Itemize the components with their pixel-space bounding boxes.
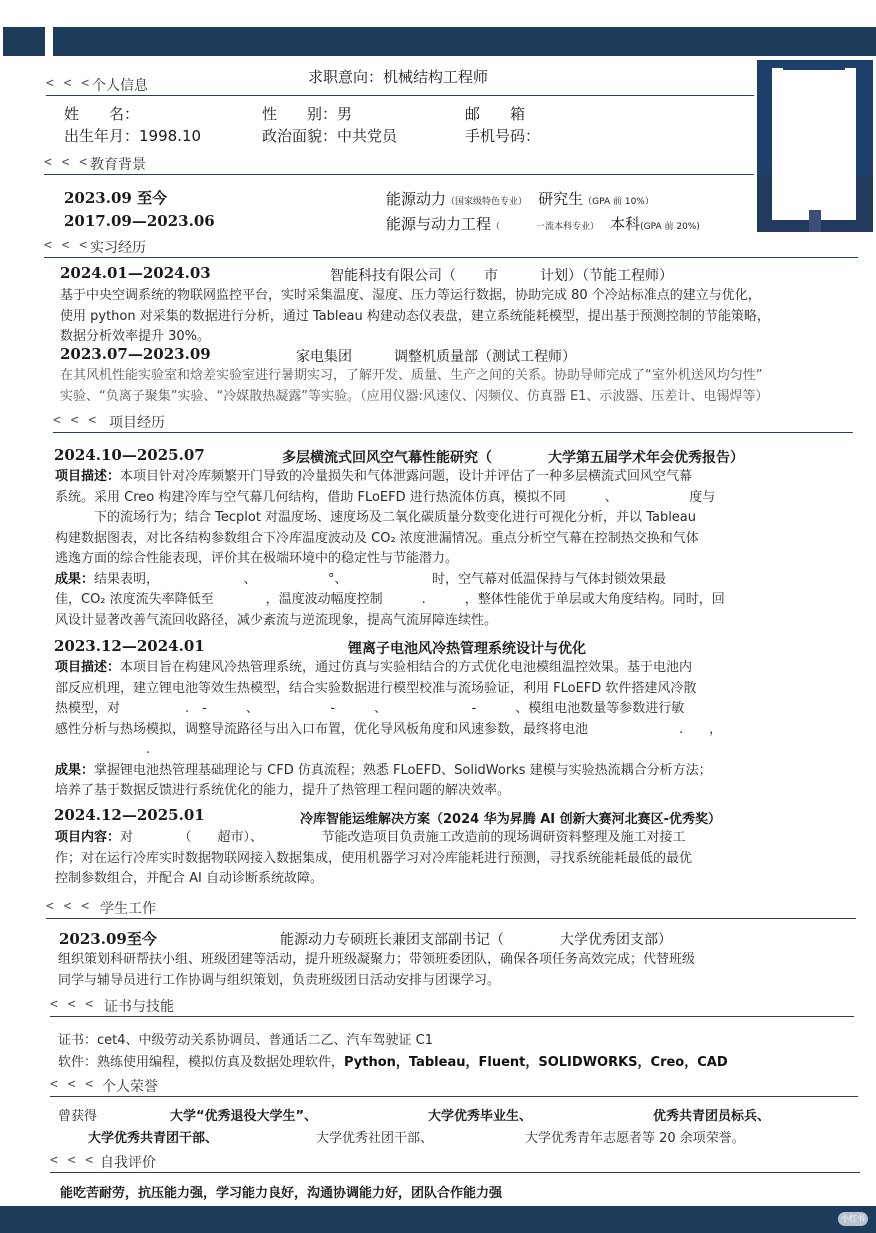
watermark-badge: 小红书 (838, 1212, 868, 1226)
text-line: 风设计显著改善气流回收路径，减少紊流与逆流现象，提高气流屏障连续性。 (55, 612, 498, 628)
section-certs (50, 995, 854, 1017)
edu-period: 2017.09—2023.06 (64, 212, 215, 230)
text-line: 对 （ 超市）、 节能改造项目负责施工改造前的现场调研资料整理及施工对接工 (120, 830, 686, 845)
section-student-work (46, 897, 856, 919)
desc-label: 项目内容： (55, 830, 121, 845)
cert-line: 证书：cet4、中级劳动关系协调员、普通话二乙、汽车驾驶证 C1 (58, 1033, 433, 1048)
edu-degree: 本科 (610, 215, 641, 233)
section-rule (50, 1016, 854, 1017)
header-bar-left (3, 27, 45, 56)
section-title: 实习经历 (90, 240, 146, 256)
section-title: 个人信息 (92, 78, 148, 94)
section-arrows: < < < (50, 1077, 95, 1092)
project-title: 冷库智能运维解决方案（2024 华为昇腾 AI 创新大赛河北赛区-优秀奖） (300, 812, 722, 827)
text-line: 掌握锂电池热管理基础理论与 CFD 仿真流程；熟悉 FLoEFD、SolidWorks 建模与实验热流耦合分析方法； (94, 762, 712, 778)
skills-list: Python，Tableau，Fluent，SOLIDWORKS，Creo，CAD (344, 1055, 728, 1070)
text-line: 逃逸方面的综合性能表现，评价其在极端环境中的稳定性与节能潜力。 (55, 551, 459, 566)
section-title: 学生工作 (100, 901, 156, 917)
text-line: 佳，CO₂ 浓度流失率降低至 ，温度波动幅度控制 . ，整体性能优于单层或大角度结构。同时，回 (55, 592, 725, 607)
student-work-period: 2023.09至今 (59, 930, 157, 948)
section-arrows: < < < (50, 997, 95, 1012)
section-title: 证书与技能 (104, 999, 174, 1015)
text-line: 感性分析与热场模拟，调整导流路径与出入口布置，优化导风板角度和风速参数，最终将电池 . ， (55, 721, 723, 737)
student-work-description (58, 950, 858, 991)
skills-line (58, 1051, 728, 1070)
text-line: 培养了基于数据反馈进行系统优化的能力，提升了热管理工程问题的解决效率。 (55, 783, 511, 798)
honor-item: 大学优秀共青团干部、 (88, 1131, 219, 1146)
self-eval-text: 能吃苦耐劳，抗压能力强，学习能力良好，沟通协调能力好，团队合作能力强 (60, 1186, 503, 1201)
text-line: 系统。采用 Creo 构建冷库与空气幕几何结构，借助 FLoEFD 进行热流体仿真，模拟不同 、 度与 (55, 489, 716, 505)
text-line: 结果表明， 、 °、 时，空气幕对低温保持与气体封锁效果最 (94, 571, 667, 587)
photo-redaction (772, 68, 856, 220)
honor-item: 大学“优秀退役大学生”、 (170, 1109, 318, 1124)
header-bar-right (53, 27, 876, 56)
result-label: 成果： (55, 571, 95, 587)
intern-org: 智能科技有限公司（ 市 计划）（节能工程师） (330, 268, 673, 284)
edu-period: 2023.09 至今 (64, 189, 168, 207)
section-arrows: < < < (50, 1153, 95, 1168)
skills-prefix: 软件：熟练使用编程，模拟仿真及数据处理软件， (58, 1055, 345, 1070)
section-internship (44, 236, 858, 258)
project-description (55, 467, 855, 631)
profile-photo (757, 60, 873, 232)
edu-major: 能源与动力工程 (386, 215, 492, 233)
intern-period: 2023.07—2023.09 (60, 345, 211, 363)
section-arrows: < < < (44, 238, 89, 253)
section-honors (50, 1075, 858, 1097)
section-title: 自我评价 (100, 1155, 156, 1171)
edu-tag: （国家级特色专业） (446, 197, 528, 207)
section-education (44, 153, 754, 175)
intern-org: 家电集团 调整机质量部（测试工程师） (296, 349, 576, 365)
edu-tag: （ 一流本科专业） (491, 222, 600, 232)
photo-tie (809, 210, 821, 232)
project-period: 2024.10—2025.07 (54, 446, 205, 464)
edu-gpa: (GPA 前 20%) (640, 222, 700, 232)
text-line: 下的流场行为；结合 Tecplot 对温度场、速度场及二氧化碳质量分数变化进行可视化分析，并以 Tableau (55, 510, 697, 525)
section-rule (44, 257, 858, 258)
result-label: 成果： (55, 762, 95, 778)
section-projects (53, 411, 853, 433)
section-title: 个人荣誉 (102, 1079, 158, 1095)
honor-item: 优秀共青团员标兵、 (653, 1109, 771, 1124)
edu-entry (386, 213, 700, 234)
honor-item: 大学优秀社团干部、 (316, 1131, 434, 1146)
text-line: 组织策划科研帮扶小组、班级团建等活动，提升班级凝聚力；带领班委团队，确保各项任务高效完成；代替班级 (58, 952, 696, 967)
student-work-title: 能源动力专硕班长兼团支部副书记（ 大学优秀团支部） (280, 932, 672, 948)
edu-major: 能源动力 (386, 190, 447, 208)
section-self-eval (50, 1151, 860, 1173)
text-line: 实验、“负离子聚集”实验、“冷媒散热凝露”等实验。（应用仪器:风速仪、闪频仪、仿真器 E1、示波器、压差计、电锡焊等） (60, 388, 769, 404)
section-rule (46, 95, 754, 96)
section-arrows: < < < (44, 155, 89, 170)
section-rule (50, 1096, 858, 1097)
text-line: . (55, 742, 151, 757)
text-line: 热模型，对 . - 、 - 、 - 、模组电池数量等参数进行敏 (55, 701, 685, 716)
text-line: 部反应机理，建立锂电池等效生热模型，结合实验数据进行模型校准与流场验证，利用 FLoEFD 软件搭建风冷散 (55, 680, 697, 696)
intern-period: 2024.01—2024.03 (60, 264, 211, 282)
text-line: 数据分析效率提升 30%。 (60, 329, 211, 344)
gender-field: 性 别：男 (262, 105, 353, 123)
section-arrows: < < < (46, 899, 91, 914)
section-rule (50, 1172, 860, 1173)
email-label: 邮 箱 (465, 105, 526, 123)
section-personal (46, 74, 754, 96)
job-objective: 求职意向：机械结构工程师 (308, 68, 489, 86)
section-rule (44, 174, 754, 175)
text-line: 使用 python 对采集的数据进行分析，通过 Tableau 构建动态仪表盘，建立系统能耗模型，提出基于预测控制的节能策略， (60, 308, 770, 324)
phone-label: 手机号码： (465, 127, 541, 145)
footer-bar (0, 1206, 876, 1233)
section-arrows: < < < (53, 413, 98, 428)
text-line: 控制参数组合，并配合 AI 自动诊断系统故障。 (55, 871, 323, 886)
text-line: 构建数据图表，对比各结构参数组合下冷库温度波动及 CO₂ 浓度泄漏情况。重点分析空气幕在控制热交换和气体 (55, 530, 699, 546)
project-period: 2024.12—2025.01 (54, 806, 205, 824)
project-title: 多层横流式回风空气幕性能研究（ 大学第五届学术年会优秀报告） (282, 450, 744, 466)
edu-degree: 研究生 (538, 190, 584, 208)
intern-description (60, 366, 860, 407)
desc-label: 项目描述： (55, 469, 121, 484)
section-arrows: < < < (46, 76, 91, 91)
intern-description (60, 286, 860, 348)
honor-item: 大学优秀青年志愿者等 20 余项荣誉。 (525, 1131, 745, 1146)
section-rule (46, 918, 856, 919)
section-title: 项目经历 (109, 415, 165, 431)
project-description (55, 658, 855, 802)
text-line: 作；对在运行冷库实时数据物联网接入数据集成，使用机器学习对冷库能耗进行预测，寻找系统能耗最低的最优 (55, 850, 693, 866)
photo-collar (783, 60, 845, 70)
edu-entry (386, 188, 654, 209)
project-title: 锂离子电池风冷热管理系统设计与优化 (348, 641, 586, 657)
edu-gpa: （GPA 前 10%） (583, 197, 654, 207)
section-title: 教育背景 (90, 157, 146, 173)
honors-prefix: 曾获得 (58, 1109, 98, 1124)
politics-field: 政治面貌：中共党员 (262, 127, 398, 145)
name-label: 姓 名： (64, 105, 140, 123)
text-line: 本项目旨在构建风冷热管理系统，通过仿真与实验相结合的方式优化电池模组温控效果。基于电池内 (120, 660, 693, 675)
text-line: 同学与辅导员进行工作协调与组织策划，负责班级团日活动安排与团课学习。 (58, 972, 501, 988)
text-line: 本项目针对冷库频繁开门导致的冷量损失和气体泄露问题，设计并评估了一种多层横流式回风空气幕 (120, 469, 693, 484)
honor-item: 大学优秀毕业生、 (428, 1109, 533, 1124)
text-line: 在其风机性能实验室和焓差实验室进行暑期实习，了解开发、质量、生产之间的关系。协助导师完成了“室外机送风均匀性” (60, 368, 763, 383)
project-period: 2023.12—2024.01 (54, 637, 205, 655)
project-description (55, 828, 855, 890)
birth-field: 出生年月：1998.10 (64, 127, 202, 145)
desc-label: 项目描述： (55, 660, 121, 675)
section-rule (53, 432, 853, 433)
text-line: 基于中央空调系统的物联网监控平台，实时采集温度、湿度、压力等运行数据，协助完成 80 个冷站标准点的建立与优化， (60, 288, 761, 303)
